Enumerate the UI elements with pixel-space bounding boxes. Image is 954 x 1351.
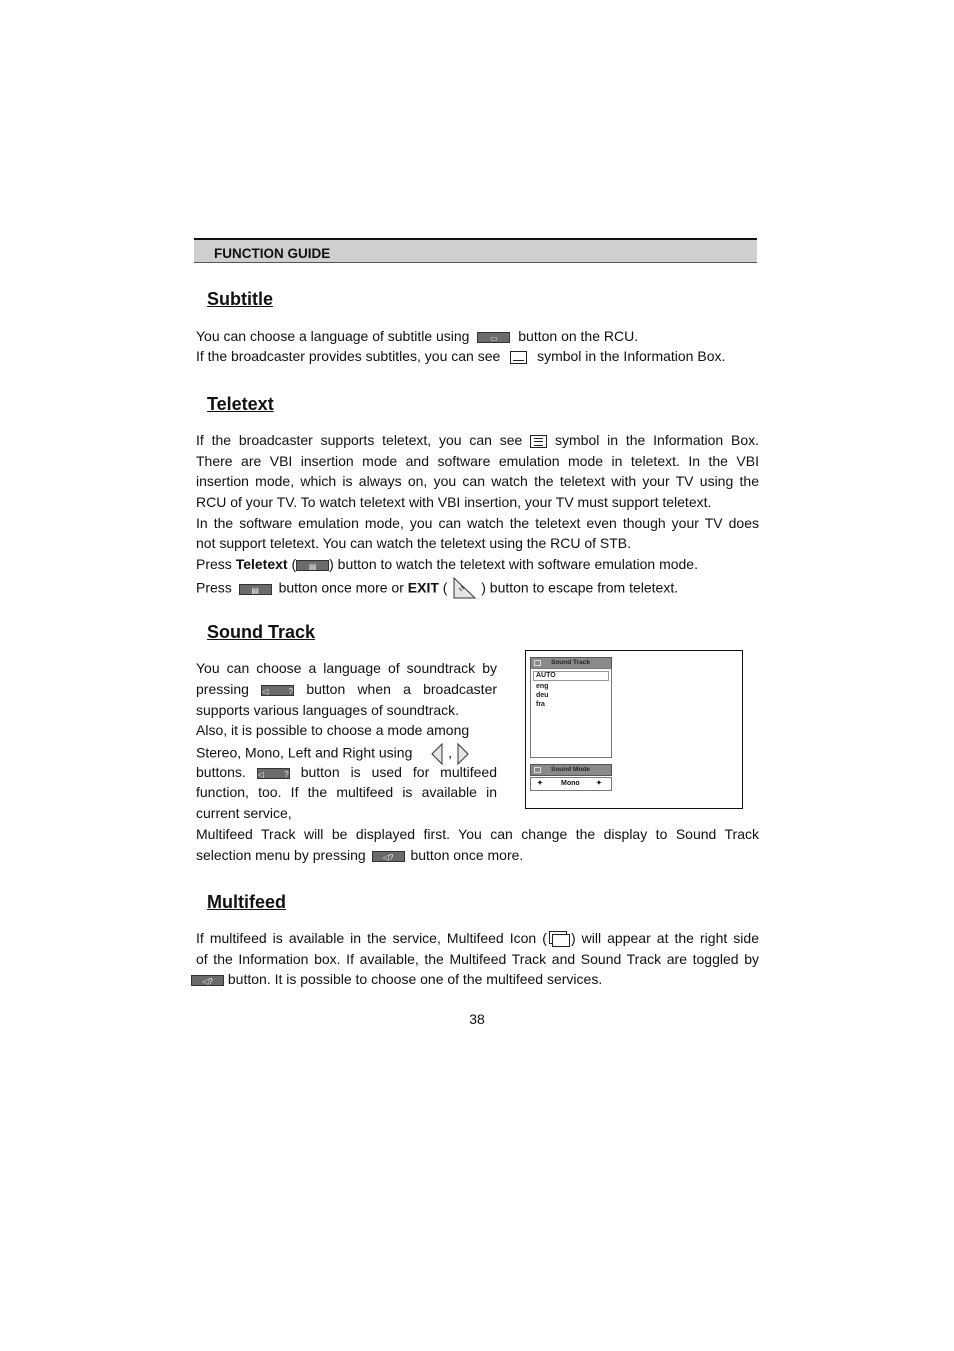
osd-list-item: AUTO — [536, 672, 556, 679]
exit-button-icon — [451, 577, 477, 601]
osd-checkbox-icon — [534, 767, 541, 773]
text: button once more. — [410, 847, 524, 863]
osd-soundtrack-list — [530, 668, 612, 758]
text: ) button to watch the teletext with software emulation mode. — [329, 556, 698, 572]
subtitle-paragraph-line-1 — [196, 328, 638, 344]
section-header-title: FUNCTION GUIDE — [214, 246, 331, 261]
osd-soundtrack-title: Sound Track — [551, 659, 591, 666]
page-number: 38 — [469, 1011, 485, 1027]
teletext-line-2: There are VBI insertion mode and software emulation mode in teletext. In the VBI — [196, 453, 759, 469]
soundtrack-line-7: function, too. If the multifeed is available in — [196, 784, 497, 800]
text: button is used for multifeed — [300, 764, 497, 780]
left-arrow-button-icon — [430, 743, 444, 765]
text: button. It is possible to choose one of the multifeed services. — [227, 971, 603, 987]
osd-list-item: fra — [536, 701, 545, 708]
soundtrack-line-3: supports various languages of soundtrack. — [196, 702, 460, 718]
audio-button-icon: ◁? — [257, 769, 289, 779]
text: button when a broadcaster — [306, 681, 498, 697]
text: symbol in the Information Box. — [537, 348, 726, 364]
subtitle-paragraph-line-2 — [196, 348, 725, 364]
soundtrack-line-5 — [196, 743, 470, 765]
soundtrack-line-8: current service, — [196, 805, 292, 821]
osd-soundmode-selector — [530, 777, 612, 791]
subtitle-symbol-icon — [510, 351, 527, 364]
text: Stereo, Mono, Left and Right using — [196, 744, 413, 761]
teletext-line-6: not support teletext. You can watch the teletext using the RCU of STB. — [196, 535, 632, 551]
audio-button-icon: ◁? — [191, 975, 224, 986]
right-arrow-button-icon — [456, 743, 470, 765]
osd-checkbox-icon — [534, 660, 541, 666]
text: If the broadcaster provides subtitles, you can see — [196, 348, 501, 364]
osd-soundmode-header — [530, 764, 612, 776]
text: You can choose a language of subtitle using — [196, 328, 470, 344]
teletext-line-3: insertion mode, which is always on, you can watch the teletext with your TV using the — [196, 473, 759, 489]
teletext-line-4: RCU of your TV. To watch teletext with VBI insertion, your TV must support teletext. — [196, 494, 712, 510]
osd-soundmode-value: Mono — [561, 780, 580, 787]
teletext-button-icon: ▤ — [239, 584, 272, 595]
soundtrack-heading: Sound Track — [207, 622, 316, 642]
teletext-line-5: In the software emulation mode, you can watch the teletext even though your TV does — [196, 515, 759, 531]
teletext-button-name: Teletext — [235, 556, 288, 572]
exit-button-name: EXIT — [407, 579, 439, 596]
text: buttons. — [196, 764, 246, 780]
text: If multifeed is available in the service, Multifeed Icon ( — [196, 930, 547, 946]
text: button once more or — [278, 579, 404, 596]
text: selection menu by pressing — [196, 847, 366, 863]
text: pressing — [196, 681, 249, 697]
audio-button-icon: ◁? — [372, 851, 405, 862]
soundtrack-line-1: You can choose a language of soundtrack by — [196, 660, 497, 676]
osd-list-item: deu — [536, 692, 549, 699]
teletext-button-icon: ▤ — [296, 560, 329, 571]
soundtrack-line-2 — [196, 681, 497, 697]
teletext-line-8 — [196, 577, 678, 601]
soundtrack-line-4: Also, it is possible to choose a mode among — [196, 722, 470, 738]
subtitle-heading: Subtitle — [207, 289, 273, 309]
osd-list-item: eng — [536, 683, 549, 690]
teletext-line-7 — [196, 556, 698, 572]
teletext-symbol-icon — [530, 435, 547, 448]
text: ( — [442, 579, 448, 596]
text: ) button to escape from teletext. — [481, 579, 679, 596]
osd-right-arrow-icon: ✦ — [596, 780, 602, 787]
text: symbol in the Information Box. — [555, 432, 760, 448]
multifeed-line-3 — [191, 971, 602, 987]
subtitle-button-icon: ▭ — [477, 332, 510, 343]
osd-left-arrow-icon: ✦ — [537, 780, 543, 787]
text: button on the RCU. — [518, 328, 639, 344]
section-header-bar — [194, 238, 757, 263]
multifeed-line-1 — [196, 930, 759, 948]
text: Press — [196, 579, 232, 596]
soundtrack-line-10 — [196, 847, 523, 863]
soundtrack-line-6 — [196, 764, 497, 780]
multifeed-line-2: of the Information box. If available, the Multifeed Track and Sound Track are toggled by — [196, 951, 759, 967]
soundtrack-line-9: Multifeed Track will be displayed first. You can change the display to Sound Track — [196, 826, 759, 842]
osd-soundmode-title: Sound Mode — [551, 766, 590, 773]
text: ( — [291, 556, 297, 572]
text: , — [448, 744, 453, 761]
multifeed-icon — [547, 930, 571, 948]
text: Press — [196, 556, 232, 572]
text: If the broadcaster supports teletext, you can see — [196, 432, 523, 448]
teletext-heading: Teletext — [207, 394, 274, 414]
multifeed-heading: Multifeed — [207, 892, 286, 912]
teletext-line-1 — [196, 432, 759, 448]
audio-button-icon: ◁? — [262, 686, 294, 696]
text: ) will appear at the right side — [570, 930, 759, 946]
